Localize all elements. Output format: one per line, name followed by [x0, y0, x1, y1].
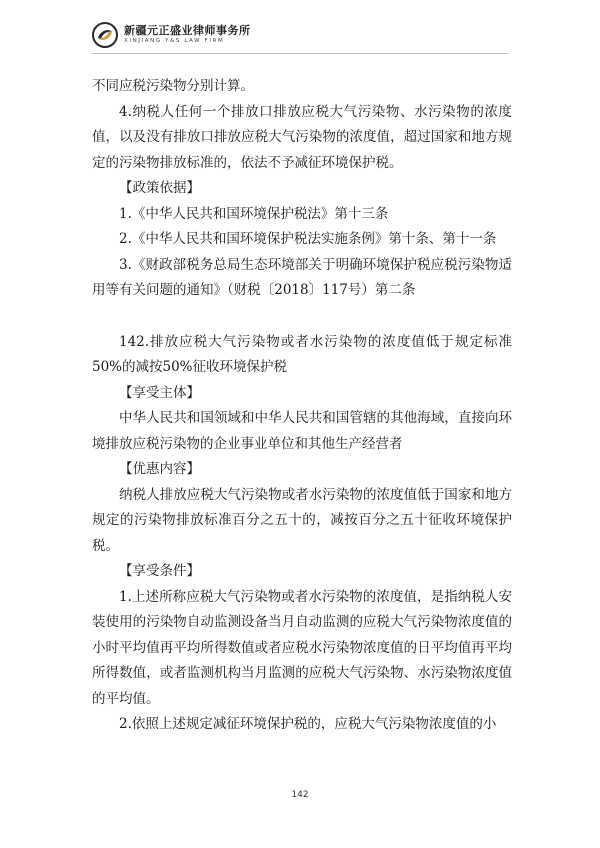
document-body — [92, 74, 512, 738]
firm-name — [124, 25, 251, 45]
condition-1: 1.上述所称应税大气污染物或者水污染物的浓度值，是指纳税人安装使用的污染物自动监测设备当月自动监测的应税大气污染物浓度值的小时平均值再平均所得数值或者应税水污染物浓度值的日平均值再平均所得数值，或者监测机构当月监测的应税大气污染物、水污染物浓度值的平均值。 — [92, 588, 512, 707]
item-title-142: 142.排放应税大气污染物或者水污染物的浓度值低于规定标准50%的减按50%征收环境保护税 — [92, 333, 512, 375]
firm-name-en: XINJIANG Y&S LAW FIRM — [124, 38, 225, 45]
header-divider — [92, 53, 508, 54]
paragraph-condition-4: 4.纳税人任何一个排放口排放应税大气污染物、水污染物的浓度值，以及没有排放口排放应税大气污染物的浓度值，超过国家和地方规定的污染物排放标准的，依法不予减征环境保护税。 — [92, 103, 512, 171]
spacer — [92, 304, 512, 330]
preference-text: 纳税人排放应税大气污染物或者水污染物的浓度值低于国家和地方规定的污染物排放标准百分之五十的，减按百分之五十征收环境保护税。 — [92, 486, 512, 554]
section-heading-policy-basis: 【政策依据】 — [119, 180, 200, 196]
page-header — [92, 20, 251, 50]
section-heading-conditions: 【享受条件】 — [119, 563, 200, 579]
paragraph-continuation: 不同应税污染物分别计算。 — [92, 78, 254, 94]
condition-2: 2.依照上述规定减征环境保护税的，应税大气污染物浓度值的小 — [119, 716, 497, 732]
page-number: 142 — [291, 790, 309, 800]
beneficiary-text: 中华人民共和国领域和中华人民共和国管辖的其他海域，直接向环境排放应税污染物的企业事业单位和其他生产经营者 — [92, 410, 512, 452]
policy-basis-item-3: 3.《财政部税务总局生态环境部关于明确环境保护税应税污染物适用等有关问题的通知》（财税〔2018〕117号）第二条 — [92, 256, 512, 298]
section-heading-beneficiary: 【享受主体】 — [119, 384, 200, 401]
section-heading-preference: 【优惠内容】 — [119, 461, 200, 477]
policy-basis-item-2: 2.《中华人民共和国环境保护税法实施条例》第十条、第十一条 — [119, 231, 497, 247]
firm-logo-icon — [92, 22, 118, 48]
policy-basis-item-1: 1.《中华人民共和国环境保护税法》第十三条 — [119, 205, 389, 222]
firm-name-cn: 新疆元正盛业律师事务所 — [124, 24, 251, 38]
